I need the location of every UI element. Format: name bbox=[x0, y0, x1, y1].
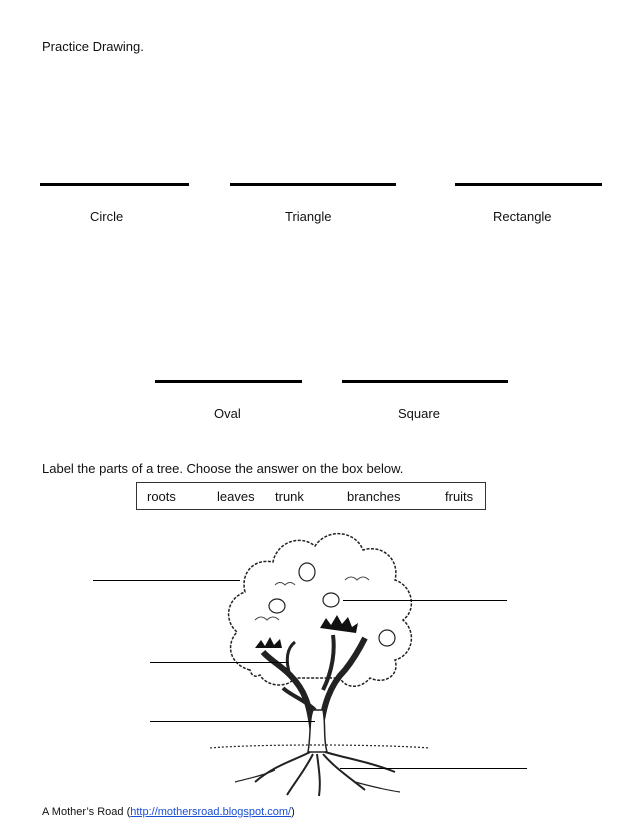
drawing-line-square bbox=[342, 380, 508, 383]
drawing-line-rectangle bbox=[455, 183, 602, 186]
word-roots: roots bbox=[147, 489, 176, 504]
drawing-line-oval bbox=[155, 380, 302, 383]
shape-label-oval: Oval bbox=[214, 406, 241, 421]
tree-illustration bbox=[195, 520, 445, 800]
word-fruits: fruits bbox=[445, 489, 474, 504]
word-trunk: trunk bbox=[275, 489, 304, 504]
drawing-line-triangle bbox=[230, 183, 396, 186]
shape-label-rectangle: Rectangle bbox=[493, 209, 552, 224]
footer-link[interactable]: http://mothersroad.blogspot.com/ bbox=[130, 806, 292, 818]
label-line-1 bbox=[93, 580, 240, 581]
instruction-text: Label the parts of a tree. Choose the answer on the box below. bbox=[42, 461, 404, 476]
shape-label-square: Square bbox=[398, 406, 440, 421]
page-title: Practice Drawing. bbox=[42, 39, 144, 54]
footer bbox=[42, 806, 295, 818]
drawing-line-circle bbox=[40, 183, 189, 186]
word-branches: branches bbox=[347, 489, 401, 504]
label-line-3 bbox=[150, 662, 288, 663]
word-leaves: leaves bbox=[217, 489, 255, 504]
shape-label-circle: Circle bbox=[90, 209, 124, 224]
footer-prefix: A Mother’s Road ( bbox=[42, 806, 131, 818]
label-line-2 bbox=[343, 600, 507, 601]
label-line-4 bbox=[150, 721, 315, 722]
label-line-5 bbox=[340, 768, 527, 769]
word-bank-box bbox=[136, 482, 486, 510]
shape-label-triangle: Triangle bbox=[285, 209, 332, 224]
footer-suffix: ) bbox=[291, 806, 295, 818]
